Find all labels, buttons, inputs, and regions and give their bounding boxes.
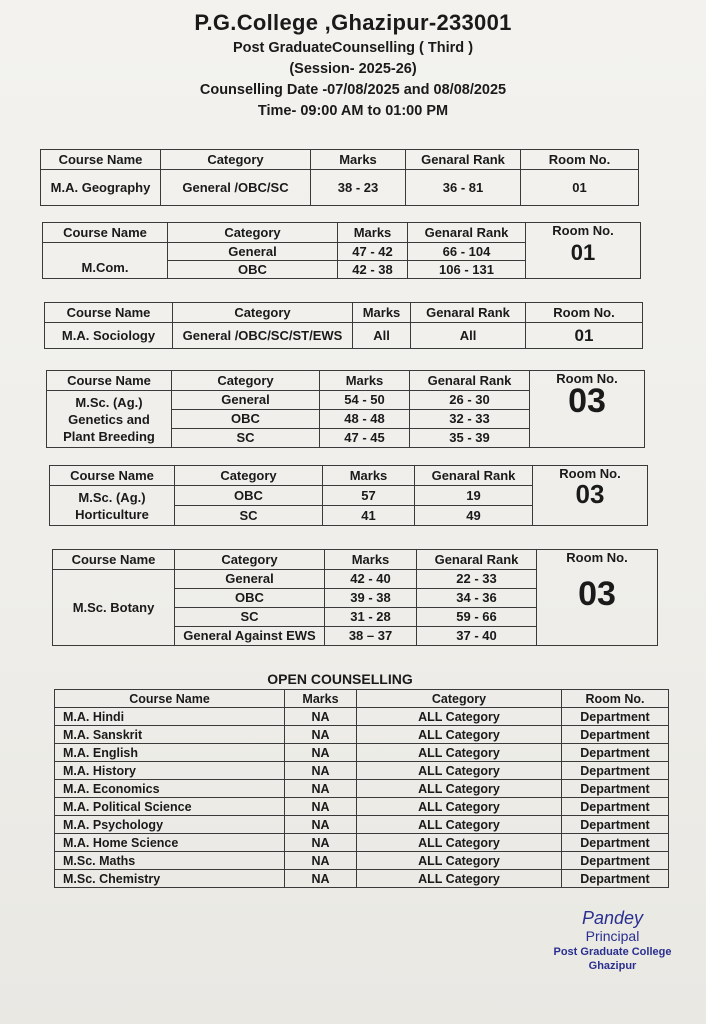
category-cell: ALL Category	[357, 762, 562, 780]
room-number: 01	[570, 240, 596, 265]
marks-cell: 47 - 45	[320, 429, 410, 448]
principal-college: Post Graduate College	[553, 946, 672, 958]
room-header: Room No.	[552, 223, 614, 238]
category-header: Category	[173, 303, 353, 323]
notice-header	[0, 8, 706, 122]
room-header: Room No.	[566, 550, 628, 565]
rank-header: Genaral Rank	[411, 303, 526, 323]
course-name: M.Com.	[43, 243, 168, 279]
rank-header: Genaral Rank	[406, 150, 521, 170]
course-name: M.A. Sanskrit	[55, 726, 285, 744]
room-header: Room No.	[556, 371, 618, 386]
table-row	[55, 798, 669, 816]
principal-signature-block	[545, 908, 680, 973]
session-line: (Session- 2025-26)	[289, 61, 417, 77]
course-name-line-3: Plant Breeding	[63, 428, 155, 444]
category-cell: ALL Category	[357, 798, 562, 816]
table-row	[55, 726, 669, 744]
course-name	[50, 486, 175, 526]
open-counselling-rows	[55, 708, 669, 888]
category-cell: OBC	[168, 261, 338, 279]
category-cell: General	[172, 391, 320, 410]
category-cell: General /OBC/SC	[161, 170, 311, 206]
rank-cell: 49	[415, 506, 533, 526]
course-name: M.A. Hindi	[55, 708, 285, 726]
course-name: M.A. History	[55, 762, 285, 780]
table-msc-ag-horticulture	[49, 465, 648, 526]
category-cell: SC	[175, 608, 325, 627]
rank-cell: 22 - 33	[417, 570, 537, 589]
marks-header: Marks	[320, 371, 410, 391]
room-cell: Department	[562, 798, 669, 816]
category-cell: SC	[172, 429, 320, 448]
rank-cell: All	[411, 323, 526, 349]
marks-cell: 47 - 42	[338, 243, 408, 261]
rank-cell: 59 - 66	[417, 608, 537, 627]
rank-cell: 36 - 81	[406, 170, 521, 206]
signature-mark: Pandey	[581, 908, 644, 928]
course-name: M.A. Home Science	[55, 834, 285, 852]
room-number: 03	[575, 479, 605, 509]
marks-cell: 42 - 40	[325, 570, 417, 589]
marks-cell: 38 – 37	[325, 627, 417, 646]
marks-cell: 41	[323, 506, 415, 526]
table-row	[55, 834, 669, 852]
marks-cell: 39 - 38	[325, 589, 417, 608]
marks-cell: 31 - 28	[325, 608, 417, 627]
table-row	[55, 744, 669, 762]
course-name-header: Course Name	[47, 371, 172, 391]
course-name-line-1: M.Sc. (Ag.)	[75, 394, 143, 410]
rank-cell: 66 - 104	[408, 243, 526, 261]
category-cell: ALL Category	[357, 780, 562, 798]
course-name: M.Sc. Maths	[55, 852, 285, 870]
category-cell: OBC	[175, 486, 323, 506]
category-header: Category	[175, 466, 323, 486]
rank-header: Genaral Rank	[415, 466, 533, 486]
marks-cell: NA	[285, 834, 357, 852]
marks-header: Marks	[338, 223, 408, 243]
room-cell	[533, 466, 648, 526]
table-row	[55, 762, 669, 780]
category-cell: General /OBC/SC/ST/EWS	[173, 323, 353, 349]
counselling-round: Post GraduateCounselling ( Third )	[232, 40, 474, 56]
table-ma-geography	[40, 149, 639, 206]
course-name-line-1: M.Sc. (Ag.)	[78, 489, 146, 505]
open-counselling-title: OPEN COUNSELLING	[267, 671, 413, 687]
marks-cell: All	[353, 323, 411, 349]
marks-header: Marks	[311, 150, 406, 170]
marks-cell: 54 - 50	[320, 391, 410, 410]
table-row	[55, 852, 669, 870]
marks-cell: NA	[285, 798, 357, 816]
marks-header: Marks	[353, 303, 411, 323]
rank-cell: 35 - 39	[410, 429, 530, 448]
rank-header: Genaral Rank	[408, 223, 526, 243]
category-cell: SC	[175, 506, 323, 526]
category-header: Category	[168, 223, 338, 243]
room-cell	[526, 223, 641, 279]
course-name-header: Course Name	[55, 690, 285, 708]
room-cell: Department	[562, 726, 669, 744]
college-title: P.G.College ,Ghazipur-233001	[194, 10, 512, 35]
room-header: Room No.	[559, 466, 621, 481]
category-cell: ALL Category	[357, 852, 562, 870]
course-name-header: Course Name	[53, 550, 175, 570]
room-cell: Department	[562, 870, 669, 888]
table-mcom	[42, 222, 641, 279]
course-name-line-2: Genetics and	[68, 411, 150, 427]
marks-cell: 38 - 23	[311, 170, 406, 206]
marks-cell: NA	[285, 780, 357, 798]
category-cell: ALL Category	[357, 708, 562, 726]
rank-cell: 106 - 131	[408, 261, 526, 279]
rank-header: Genaral Rank	[417, 550, 537, 570]
course-name: M.A. Psychology	[55, 816, 285, 834]
rank-cell: 34 - 36	[417, 589, 537, 608]
rank-header: Genaral Rank	[410, 371, 530, 391]
category-cell: ALL Category	[357, 726, 562, 744]
room-cell: Department	[562, 852, 669, 870]
marks-cell: 42 - 38	[338, 261, 408, 279]
rank-cell: 37 - 40	[417, 627, 537, 646]
room-cell: Department	[562, 762, 669, 780]
marks-cell: NA	[285, 726, 357, 744]
category-header: Category	[172, 371, 320, 391]
course-name: M.A. Geography	[41, 170, 161, 206]
course-name-header: Course Name	[45, 303, 173, 323]
room-cell: Department	[562, 816, 669, 834]
category-cell: ALL Category	[357, 744, 562, 762]
category-header: Category	[357, 690, 562, 708]
course-name-header: Course Name	[41, 150, 161, 170]
category-header: Category	[175, 550, 325, 570]
table-row	[55, 870, 669, 888]
table-open-counselling	[54, 689, 669, 888]
marks-cell: NA	[285, 870, 357, 888]
course-name-line-2: Horticulture	[75, 506, 149, 522]
table-row	[55, 816, 669, 834]
marks-header: Marks	[325, 550, 417, 570]
category-cell: General Against EWS	[175, 627, 325, 646]
category-cell: General	[168, 243, 338, 261]
course-name: M.A. Economics	[55, 780, 285, 798]
counselling-date: Counselling Date -07/08/2025 and 08/08/2025	[199, 82, 507, 98]
principal-title: Principal	[585, 928, 640, 944]
course-name: M.A. English	[55, 744, 285, 762]
course-name-header: Course Name	[50, 466, 175, 486]
principal-place: Ghazipur	[588, 960, 637, 972]
course-name: M.A. Political Science	[55, 798, 285, 816]
table-row	[55, 780, 669, 798]
marks-cell: NA	[285, 744, 357, 762]
course-name: M.Sc. Chemistry	[55, 870, 285, 888]
category-cell: ALL Category	[357, 870, 562, 888]
room-header: Room No.	[521, 150, 639, 170]
room-cell: Department	[562, 780, 669, 798]
room-cell	[530, 371, 645, 448]
room-cell: Department	[562, 708, 669, 726]
course-name: M.Sc. Botany	[53, 570, 175, 646]
marks-cell: NA	[285, 816, 357, 834]
table-row	[55, 708, 669, 726]
category-cell: ALL Category	[357, 816, 562, 834]
room-cell: Department	[562, 834, 669, 852]
category-cell: General	[175, 570, 325, 589]
room-number: 03	[568, 382, 606, 420]
rank-cell: 26 - 30	[410, 391, 530, 410]
room-number: 01	[521, 170, 639, 206]
room-number: 01	[526, 323, 643, 349]
table-msc-ag-genetics	[46, 370, 645, 448]
room-cell: Department	[562, 744, 669, 762]
course-name-header: Course Name	[43, 223, 168, 243]
table-ma-sociology	[44, 302, 643, 349]
category-cell: OBC	[175, 589, 325, 608]
course-name: M.A. Sociology	[45, 323, 173, 349]
marks-header: Marks	[285, 690, 357, 708]
category-cell: OBC	[172, 410, 320, 429]
rank-cell: 32 - 33	[410, 410, 530, 429]
rank-cell: 19	[415, 486, 533, 506]
course-name	[47, 391, 172, 448]
room-cell	[537, 550, 658, 646]
category-cell: ALL Category	[357, 834, 562, 852]
marks-cell: 48 - 48	[320, 410, 410, 429]
counselling-time: Time- 09:00 AM to 01:00 PM	[257, 103, 449, 119]
marks-cell: NA	[285, 852, 357, 870]
category-header: Category	[161, 150, 311, 170]
room-header: Room No.	[562, 690, 669, 708]
table-msc-botany	[52, 549, 658, 646]
room-number: 03	[578, 575, 616, 613]
room-header: Room No.	[526, 303, 643, 323]
marks-cell: NA	[285, 762, 357, 780]
marks-cell: NA	[285, 708, 357, 726]
marks-cell: 57	[323, 486, 415, 506]
marks-header: Marks	[323, 466, 415, 486]
